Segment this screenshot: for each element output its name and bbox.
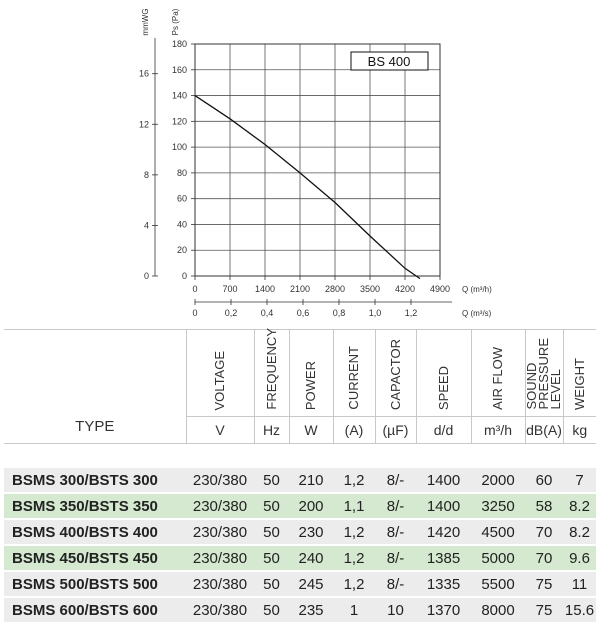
table-row bbox=[4, 468, 596, 493]
type-cell: BSMS 600/BSTS 600 bbox=[4, 597, 186, 623]
y2-tick-label: 4 bbox=[143, 220, 149, 231]
voltage-cell: 230/380 bbox=[186, 468, 254, 493]
x2-tick-label: 0,8 bbox=[332, 308, 346, 318]
current-cell: 1,2 bbox=[333, 468, 375, 493]
x2-axis-label: Q (m³/s) bbox=[462, 309, 492, 318]
spec-table bbox=[4, 329, 596, 624]
weight-cell: 9.6 bbox=[563, 545, 596, 571]
header-current-label: CURRENT bbox=[346, 346, 361, 410]
header-power bbox=[289, 330, 333, 417]
x-tick-label: 4900 bbox=[429, 284, 451, 294]
header-sound bbox=[525, 330, 563, 417]
header-speed-label: SPEED bbox=[435, 365, 451, 410]
current-cell: 1 bbox=[333, 597, 375, 623]
header-airflow bbox=[471, 330, 525, 417]
speed-cell: 1385 bbox=[416, 545, 471, 571]
header-sound-label: SOUND PRESSURE LEVEL bbox=[524, 338, 563, 410]
current-cell: 1,2 bbox=[333, 545, 375, 571]
y-tick-label: 60 bbox=[176, 193, 187, 204]
y-tick-label: 180 bbox=[171, 39, 187, 49]
header-weight bbox=[563, 330, 596, 417]
header-frequency bbox=[254, 330, 289, 417]
type-cell: BSMS 500/BSTS 500 bbox=[4, 571, 186, 597]
voltage-cell: 230/380 bbox=[186, 493, 254, 519]
type-cell: BSMS 350/BSTS 350 bbox=[4, 493, 186, 519]
capacitor-cell: 8/- bbox=[375, 545, 416, 571]
unit-speed: d/d bbox=[416, 417, 471, 444]
header-voltage bbox=[186, 330, 254, 417]
unit-current: (A) bbox=[333, 417, 375, 444]
plot-frame bbox=[195, 44, 440, 276]
airflow-cell: 5500 bbox=[471, 571, 525, 597]
y-tick-label: 100 bbox=[171, 142, 187, 153]
power-cell: 200 bbox=[289, 493, 333, 519]
capacitor-cell: 10 bbox=[375, 597, 416, 623]
table-row bbox=[4, 571, 596, 597]
weight-cell: 15.6 bbox=[563, 597, 596, 623]
frequency-cell: 50 bbox=[254, 571, 289, 597]
sound-cell: 70 bbox=[525, 519, 563, 545]
y-tick-label: 140 bbox=[171, 90, 187, 101]
y-tick-label: 0 bbox=[181, 271, 187, 281]
current-cell: 1,2 bbox=[333, 519, 375, 545]
unit-voltage: V bbox=[186, 417, 254, 444]
airflow-cell: 5000 bbox=[471, 545, 525, 571]
speed-cell: 1420 bbox=[416, 519, 471, 545]
voltage-cell: 230/380 bbox=[186, 519, 254, 545]
y-tick-label: 160 bbox=[171, 64, 187, 75]
y-tick-label: 120 bbox=[171, 116, 187, 127]
header-power-label: POWER bbox=[303, 360, 318, 410]
frequency-cell: 50 bbox=[254, 519, 289, 545]
type-cell: BSMS 400/BSTS 400 bbox=[4, 519, 186, 545]
unit-capacitor: (µF) bbox=[375, 417, 416, 444]
frequency-cell: 50 bbox=[254, 545, 289, 571]
header-voltage-label: VOLTAGE bbox=[212, 350, 227, 410]
sound-cell: 58 bbox=[525, 493, 563, 519]
airflow-cell: 2000 bbox=[471, 468, 525, 493]
x2-tick-label: 0,4 bbox=[260, 308, 274, 318]
x2-tick-label: 0 bbox=[192, 308, 198, 318]
curve-layer bbox=[195, 96, 420, 279]
type-header: TYPE bbox=[4, 330, 186, 444]
chart-grid bbox=[195, 44, 440, 276]
header-airflow-label: AIR FLOW bbox=[490, 347, 505, 410]
fan-curve-line bbox=[195, 96, 420, 279]
airflow-cell: 3250 bbox=[471, 493, 525, 519]
speed-cell: 1400 bbox=[416, 468, 471, 493]
weight-cell: 11 bbox=[563, 571, 596, 597]
x-tick-label: 1400 bbox=[254, 284, 276, 294]
unit-power: W bbox=[289, 417, 333, 444]
table-row bbox=[4, 545, 596, 571]
y2-tick-label: 8 bbox=[143, 169, 149, 180]
chart-axes bbox=[139, 8, 492, 318]
table-spacer bbox=[4, 444, 596, 469]
header-capacitor-label: CAPACTOR bbox=[387, 338, 403, 410]
voltage-cell: 230/380 bbox=[186, 571, 254, 597]
header-speed bbox=[416, 330, 471, 417]
current-cell: 1,1 bbox=[333, 493, 375, 519]
power-cell: 210 bbox=[289, 468, 333, 493]
unit-airflow: m³/h bbox=[471, 417, 525, 444]
weight-cell: 8.2 bbox=[563, 493, 596, 519]
power-cell: 240 bbox=[289, 545, 333, 571]
x-tick-label: 0 bbox=[192, 284, 198, 294]
current-cell: 1,2 bbox=[333, 571, 375, 597]
table-row bbox=[4, 493, 596, 519]
sound-cell: 75 bbox=[525, 571, 563, 597]
header-capacitor bbox=[375, 330, 416, 417]
voltage-cell: 230/380 bbox=[186, 545, 254, 571]
sound-cell: 75 bbox=[525, 597, 563, 623]
unit-weight: kg bbox=[563, 417, 596, 444]
x-tick-label: 2100 bbox=[289, 284, 311, 294]
voltage-cell: 230/380 bbox=[186, 597, 254, 623]
type-cell: BSMS 300/BSTS 300 bbox=[4, 468, 186, 493]
y-axis-label: Ps (Pa) bbox=[171, 8, 180, 36]
x-tick-label: 3500 bbox=[359, 284, 381, 294]
speed-cell: 1370 bbox=[416, 597, 471, 623]
x2-tick-label: 0,2 bbox=[224, 308, 238, 318]
y-tick-label: 20 bbox=[176, 245, 187, 256]
sound-cell: 70 bbox=[525, 545, 563, 571]
unit-frequency: Hz bbox=[254, 417, 289, 444]
x2-tick-label: 1,0 bbox=[368, 308, 382, 318]
weight-cell: 7 bbox=[563, 468, 596, 493]
chart-title: BS 400 bbox=[367, 54, 411, 69]
x2-tick-label: 0,6 bbox=[296, 308, 310, 318]
x-axis-label: Q (m³/h) bbox=[462, 285, 492, 294]
speed-cell: 1400 bbox=[416, 493, 471, 519]
y2-tick-label: 12 bbox=[138, 119, 149, 130]
y-tick-label: 40 bbox=[176, 219, 187, 230]
capacitor-cell: 8/- bbox=[375, 519, 416, 545]
frequency-cell: 50 bbox=[254, 493, 289, 519]
capacitor-cell: 8/- bbox=[375, 468, 416, 493]
type-cell: BSMS 450/BSTS 450 bbox=[4, 545, 186, 571]
x-tick-label: 700 bbox=[222, 284, 238, 294]
power-cell: 235 bbox=[289, 597, 333, 623]
y-tick-label: 80 bbox=[176, 167, 187, 178]
weight-cell: 8.2 bbox=[563, 519, 596, 545]
sound-cell: 60 bbox=[525, 468, 563, 493]
x-tick-label: 2800 bbox=[324, 284, 346, 294]
unit-sound: dB(A) bbox=[525, 417, 563, 444]
y2-tick-label: 16 bbox=[138, 68, 149, 79]
x-tick-label: 4200 bbox=[394, 284, 416, 294]
frequency-cell: 50 bbox=[254, 597, 289, 623]
airflow-cell: 4500 bbox=[471, 519, 525, 545]
table-row bbox=[4, 519, 596, 545]
x2-tick-label: 1,2 bbox=[404, 308, 418, 318]
header-current bbox=[333, 330, 375, 417]
header-frequency-label: FREQUENCY bbox=[263, 328, 279, 410]
frequency-cell: 50 bbox=[254, 468, 289, 493]
capacitor-cell: 8/- bbox=[375, 493, 416, 519]
capacitor-cell: 8/- bbox=[375, 571, 416, 597]
power-cell: 245 bbox=[289, 571, 333, 597]
header-weight-label: WEIGHT bbox=[571, 358, 587, 410]
table-row bbox=[4, 597, 596, 623]
y2-tick-label: 0 bbox=[143, 271, 149, 281]
power-cell: 230 bbox=[289, 519, 333, 545]
chart-title-box bbox=[351, 52, 428, 70]
header-row bbox=[4, 330, 596, 417]
y2-axis-label: mmWG bbox=[141, 8, 150, 36]
airflow-cell: 8000 bbox=[471, 597, 525, 623]
speed-cell: 1335 bbox=[416, 571, 471, 597]
